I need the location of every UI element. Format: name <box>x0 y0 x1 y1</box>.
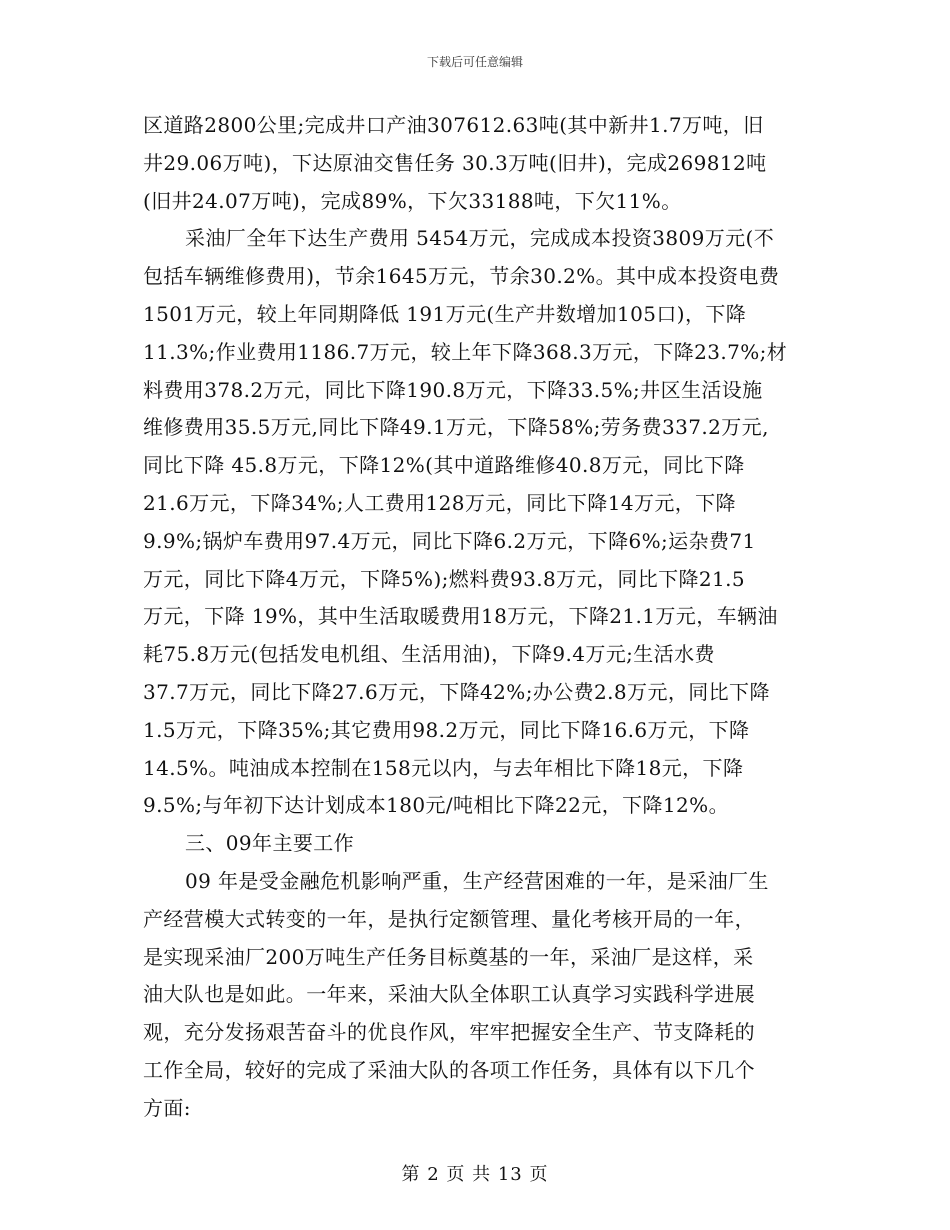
paragraph-start-line: 09 年是受金融危机影响严重，生产经营困难的一年，是采油厂生 <box>185 868 769 893</box>
text-line: 9.9%;锅炉车费用97.4万元，同比下降6.2万元，下降6%;运杂费71 <box>143 528 756 553</box>
text-line: 同比下降 45.8万元，下降12%(其中道路维修40.8万元，同比下降 <box>143 453 745 478</box>
text-line: 11.3%;作业费用1186.7万元，较上年下降368.3万元，下降23.7%;材 <box>143 339 788 364</box>
page-header: 下载后可任意编辑 <box>426 55 523 69</box>
text-line: 37.7万元，同比下降27.6万元，下降42%;办公费2.8万元，同比下降 <box>143 679 770 704</box>
text-line: 区道路2800公里;完成井口产油307612.63吨(其中新井1.7万吨，旧 <box>143 113 764 137</box>
text-line: 1.5万元，下降35%;其它费用98.2万元，同比下降16.6万元，下降 <box>143 717 750 742</box>
page-number-footer: 第 2 页 共 13 页 <box>401 1164 549 1185</box>
section-heading: 三、09年主要工作 <box>185 831 355 856</box>
text-line: 万元，下降 19%，其中生活取暖费用18万元，下降21.1万元，车辆油 <box>143 604 778 629</box>
text-line: 是实现采油厂200万吨生产任务目标奠基的一年，采油厂是这样，采 <box>143 944 754 969</box>
text-line: 工作全局，较好的完成了采油大队的各项工作任务，具体有以下几个 <box>143 1057 755 1082</box>
text-line: 观，充分发扬艰苦奋斗的优良作风，牢牢把握安全生产、节支降耗的 <box>143 1020 755 1045</box>
paragraph-start-line: 采油厂全年下达生产费用 5454万元，完成成本投资3809万元(不 <box>185 226 775 251</box>
text-line: 方面: <box>143 1095 191 1120</box>
text-line: (旧井24.07万吨)，完成89%，下欠33188吨，下欠11%。 <box>143 188 682 213</box>
text-line: 包括车辆维修费用)，节余1645万元，节余30.2%。其中成本投资电费 <box>143 264 780 289</box>
text-line: 产经营模大式转变的一年，是执行定额管理、量化考核开局的一年， <box>143 906 755 931</box>
text-line: 万元，同比下降4万元，下降5%);燃料费93.8万元，同比下降21.5 <box>143 566 746 591</box>
text-line: 油大队也是如此。一年来，采油大队全体职工认真学习实践科学进展 <box>143 982 755 1007</box>
text-line: 1501万元，较上年同期降低 191万元(生产井数增加105口)，下降 <box>143 301 747 326</box>
document-body <box>143 107 815 1128</box>
text-line: 料费用378.2万元，同比下降190.8万元，下降33.5%;井区生活设施 <box>143 377 763 402</box>
text-line: 21.6万元，下降34%;人工费用128万元，同比下降14万元，下降 <box>143 490 736 515</box>
text-line: 井29.06万吨)，下达原油交售任务 30.3万吨(旧井)，完成269812吨 <box>143 150 767 175</box>
text-line: 14.5%。吨油成本控制在158元以内，与去年相比下降18元，下降 <box>143 755 744 780</box>
text-line: 耗75.8万元(包括发电机组、生活用油)，下降9.4万元;生活水费 <box>143 642 715 667</box>
text-line: 9.5%;与年初下达计划成本180元/吨相比下降22元，下降12%。 <box>143 793 729 818</box>
text-line: 维修费用35.5万元,同比下降49.1万元，下降58%;劳务费337.2万元, <box>143 415 769 440</box>
